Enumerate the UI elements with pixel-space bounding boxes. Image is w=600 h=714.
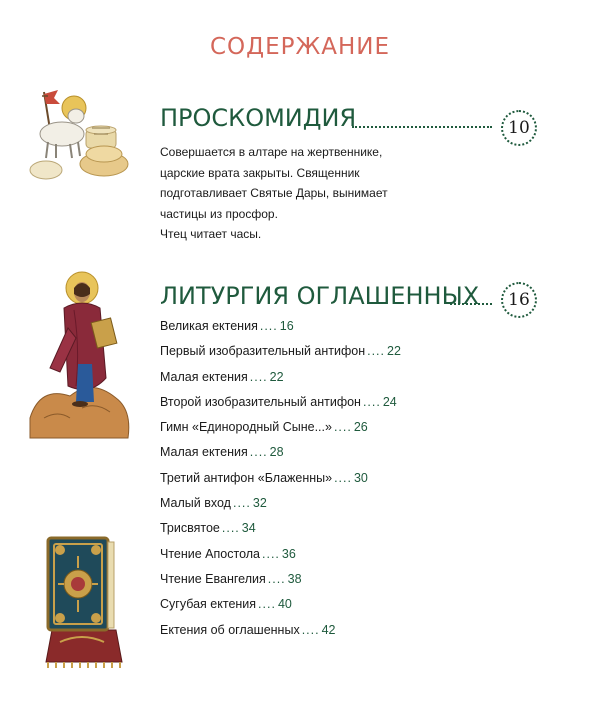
toc-item-label: Третий антифон «Блаженны» [160,470,333,485]
page-badge-liturgy-catechumens[interactable]: 16 [501,282,537,318]
toc-item-label: Великая ектения [160,319,258,333]
description-line: подготавливает Святые Дары, вынимает [160,186,388,201]
toc-item-label: Первый изобразительный антифон [160,344,366,359]
leader-dots: .... [333,420,352,435]
description-line: Совершается в алтаре на жертвеннике, [160,145,383,159]
toc-item-page: 26 [353,420,368,435]
toc-list [160,316,401,645]
toc-item-label: Малая ектения [160,445,248,460]
toc-item[interactable] [160,316,401,341]
toc-item-page: 36 [281,546,296,561]
leader-dots: .... [221,521,240,536]
toc-item-label: Гимн «Единородный Сыне...» [160,420,332,435]
toc-item-page: 22 [387,344,401,359]
toc-item[interactable] [160,417,401,442]
section-heading-liturgy-catechumens[interactable]: ЛИТУРГИЯ ОГЛАШЕННЫХ [160,282,480,310]
toc-item[interactable] [160,341,401,366]
leader-dots: .... [249,445,268,460]
section-description [160,142,420,245]
toc-item[interactable] [160,367,401,392]
toc-item-page: 38 [287,571,302,586]
toc-item-label: Трисвятое [160,521,220,536]
toc-item[interactable] [160,569,401,594]
leader-dots: .... [362,394,381,409]
toc-item[interactable] [160,620,401,645]
description-line: Чтец читает часы. [160,227,262,242]
toc-item-label: Чтение Апостола [160,546,260,561]
toc-item-label: Ектения об оглашенных [160,622,300,637]
toc-item[interactable] [160,493,401,518]
section-heading-proskomedia[interactable]: ПРОСКОМИДИЯ [160,104,357,132]
leader-dots: .... [262,546,280,561]
toc-item-page: 40 [277,597,292,612]
saint-with-book-icon [20,268,140,444]
toc-item-label: Чтение Евангелия [160,571,266,586]
page-badge-proskomedia[interactable]: 10 [501,110,537,146]
leader-dots: .... [334,470,352,485]
toc-item-page: 30 [353,470,368,485]
heading-leader-dots [352,126,492,128]
toc-item-page: 16 [279,319,294,333]
leader-dots: .... [232,496,251,511]
leader-dots: .... [267,571,286,586]
description-line: частицы из просфор. [160,206,278,221]
page-title: СОДЕРЖАНИЕ [209,34,391,60]
toc-item-page: 34 [241,521,256,536]
toc-item-page: 28 [269,445,284,460]
toc-item-page: 24 [382,394,397,409]
description-line: царские врата закрыты. Священник [160,165,360,180]
leader-dots: .... [259,319,278,333]
leader-dots: .... [301,622,320,637]
leader-dots: .... [258,597,276,612]
toc-item-label: Малый вход [160,496,231,511]
toc-item[interactable] [160,594,401,619]
toc-item[interactable] [160,442,401,467]
leader-dots: .... [367,344,386,359]
toc-item-label: Второй изобразительный антифон [160,394,361,409]
heading-leader-dots [450,303,492,305]
toc-item[interactable] [160,468,401,493]
toc-item[interactable] [160,518,401,543]
toc-item-page: 32 [252,496,267,511]
toc-item[interactable] [160,392,401,417]
lamb-with-banner-and-prosphora-icon [26,86,136,186]
toc-item-page: 42 [321,622,336,637]
toc-item-label: Сугубая ектения [160,597,257,612]
gospel-book-icon [34,534,130,670]
toc-item-label: Малая ектения [160,369,248,384]
toc-item-page: 22 [269,369,284,384]
toc-item[interactable] [160,544,401,569]
leader-dots: .... [249,369,268,384]
